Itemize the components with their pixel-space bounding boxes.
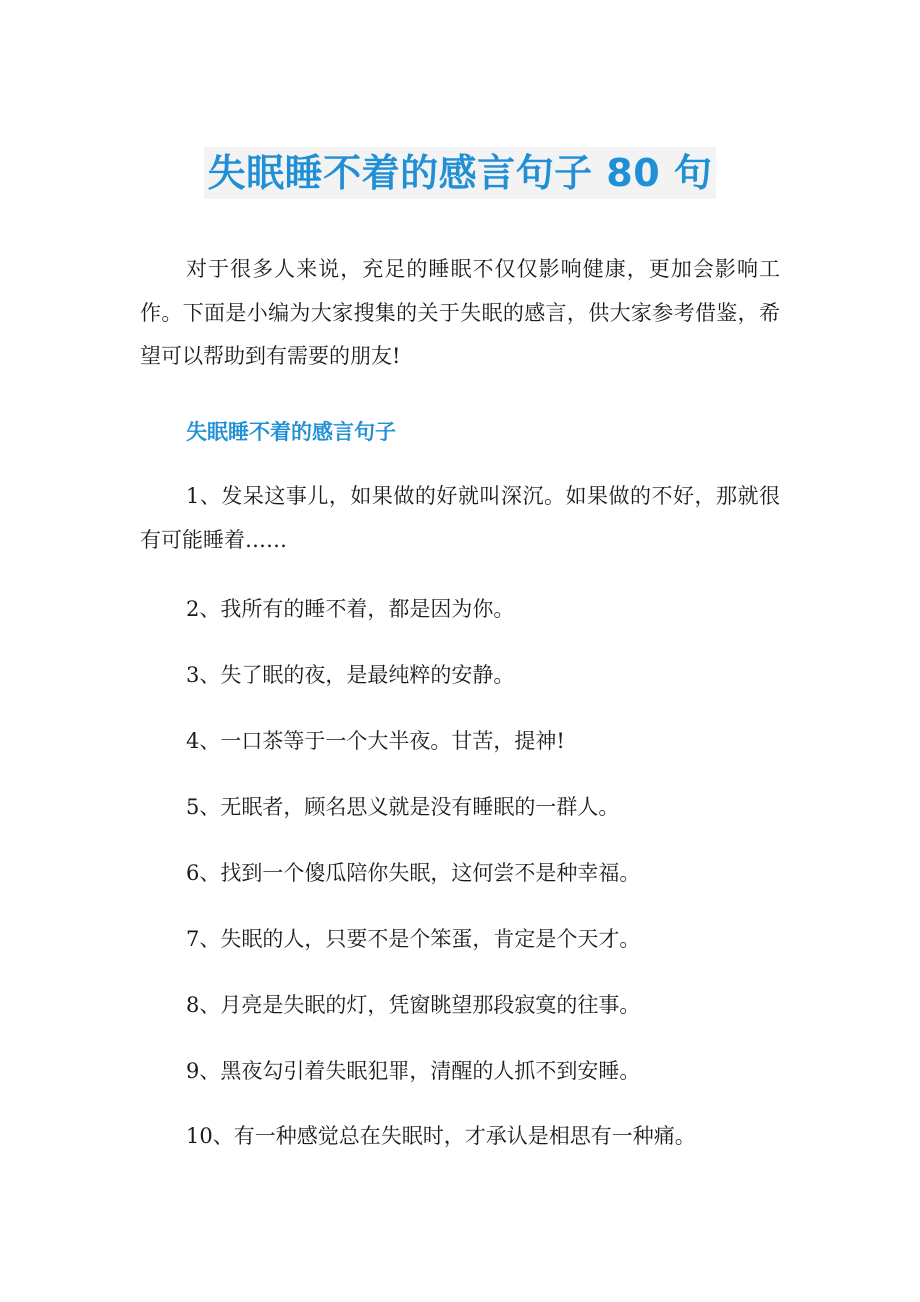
document-title: 失眠睡不着的感言句子 80 句 [204,147,717,199]
quote-item: 9、黑夜勾引着失眠犯罪，清醒的人抓不到安睡。 [186,1059,641,1083]
quote-item: 2、我所有的睡不着，都是因为你。 [186,597,515,621]
quote-item: 3、失了眠的夜，是最纯粹的安静。 [186,663,515,687]
quote-item: 5、无眠者，顾名思义就是没有睡眠的一群人。 [186,795,620,819]
title-container [0,122,920,225]
quote-item: 7、失眠的人，只要不是个笨蛋，肯定是个天才。 [186,927,641,951]
intro-paragraph: 对于很多人来说，充足的睡眠不仅仅影响健康，更加会影响工作。下面是小编为大家搜集的关于失眠的感言，供大家参考借鉴，希望可以帮助到有需要的朋友! [140,257,780,368]
quote-item: 10、有一种感觉总在失眠时，才承认是相思有一种痛。 [186,1124,696,1148]
quote-item: 1、发呆这事儿，如果做的好就叫深沉。如果做的不好，那就很有可能睡着…… [140,484,780,552]
quote-item: 6、找到一个傻瓜陪你失眠，这何尝不是种幸福。 [186,861,641,885]
section-heading: 失眠睡不着的感言句子 [186,419,396,444]
quote-item: 8、月亮是失眠的灯，凭窗眺望那段寂寞的往事。 [186,993,641,1017]
quote-item: 4、一口茶等于一个大半夜。甘苦，提神! [186,729,565,753]
